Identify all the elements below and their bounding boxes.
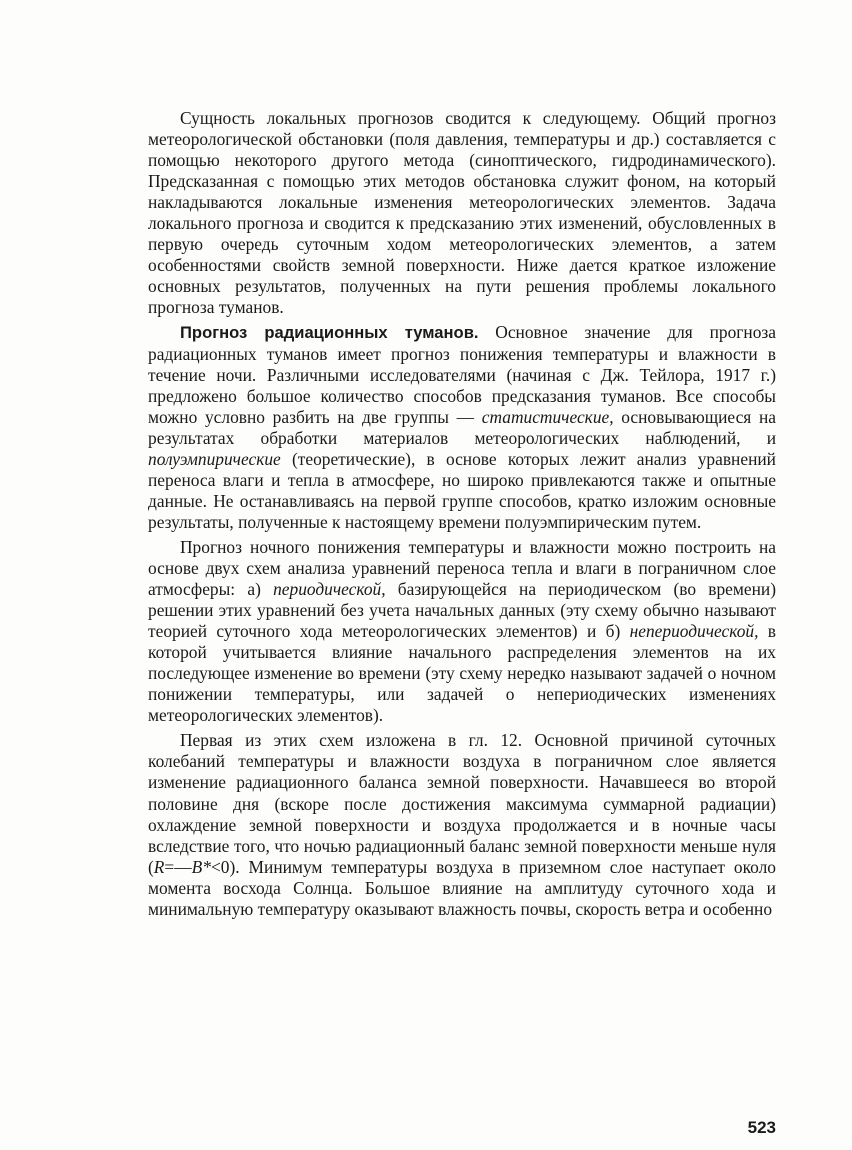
paragraph-text: базирующейся на периодическом (во времени) решении этих уравнений без учета начальных данных (эту схему обычно называют теорией суточного хода метеорологических элементов) и б): [148, 579, 776, 642]
emphasis-term: непериодической,: [629, 621, 759, 642]
page-number: 523: [747, 1118, 776, 1137]
paragraph-text: Прогноз ночного понижения температуры и влажности можно построить на основе двух схем анализа уравнений переноса тепла и влаги в пограничном слое атмосферы: а): [148, 536, 776, 600]
emphasis-term: статистические,: [481, 406, 614, 427]
paragraph-text: в которой учитывается влияние начального распределения элементов на их последующее изменение во времени (эту схему нередко называют задачей о ночном понижении температуры, или задачей о непериодических изменениях метеорологических элементов).: [148, 621, 776, 726]
paragraph-text: <0). Минимум температуры воздуха в приземном слое наступает около момента восхода Солнца. Большое влияние на амплитуду суточного хода и минимальную температуру оказывают влажность почвы, скорость ветра и особенно: [148, 856, 776, 919]
paragraph-text: (теоретические), в основе которых лежит анализ уравнений переноса влаги и тепла в атмосфере, но широко привлекаются также и опытные данные. Не останавливаясь на первой группе способов, кратко изложим основные результаты, полученные к настоящему времени полуэмпирическим путем.: [148, 448, 776, 532]
paragraph-text: Сущность локальных прогнозов сводится к следующему. Общий прогноз метеорологической обстановки (поля давления, температуры и др.) составляется с помощью некоторого другого метода (синоптического, гидродинамического). Предсказанная с помощью этих методов обстановка служит фоном, на который накладываются локальные изменения метеорологических элементов. Задача локального прогноза и сводится к предсказанию этих изменений, обусловленных в первую очередь суточным ходом метеорологических элементов, а затем особенностями свойств земной поверхности. Ниже дается краткое изложение основных результатов, полученных на пути решения проблемы локального прогноза туманов.: [148, 108, 776, 318]
emphasis-term: периодической,: [273, 579, 386, 600]
paragraph-text: Первая из этих схем изложена в гл. 12. Основной причиной суточных колебаний температуры и влажности воздуха в пограничном слое является изменение радиационного баланса земной поверхности. Начавшееся во второй половине дня (вскоре после достижения максимума суммарной радиации) охлаждение земной поверхности и воздуха продолжается и в ночные часы вследствие того, что ночью радиационный баланс земной поверхности меньше нуля (: [148, 730, 776, 877]
paragraph-first-scheme: [148, 730, 776, 919]
paragraph-two-schemes: [148, 537, 776, 726]
formula-symbol: B*: [191, 856, 211, 877]
formula-operator: =—: [164, 856, 192, 877]
body-text: [148, 108, 776, 920]
section-run-in-heading: Прогноз радиационных туманов.: [180, 323, 479, 343]
paragraph-local-forecast-essence: [148, 108, 776, 318]
formula-symbol: R: [153, 856, 165, 877]
emphasis-term: полуэмпирические: [148, 448, 281, 469]
paragraph-text: Основное значение для прогноза радиационных туманов имеет прогноз понижения температуры и влажности в течение ночи. Различными исследователями (начиная с Дж. Тейлора, 1917 г.) предложено большое количество способов предсказания туманов. Все способы можно условно разбить на две группы —: [148, 322, 776, 427]
paragraph-radiation-fog-forecast: [148, 322, 776, 532]
paragraph-text: основывающиеся на результатах обработки материалов метеорологических наблюдений, и: [148, 406, 777, 448]
